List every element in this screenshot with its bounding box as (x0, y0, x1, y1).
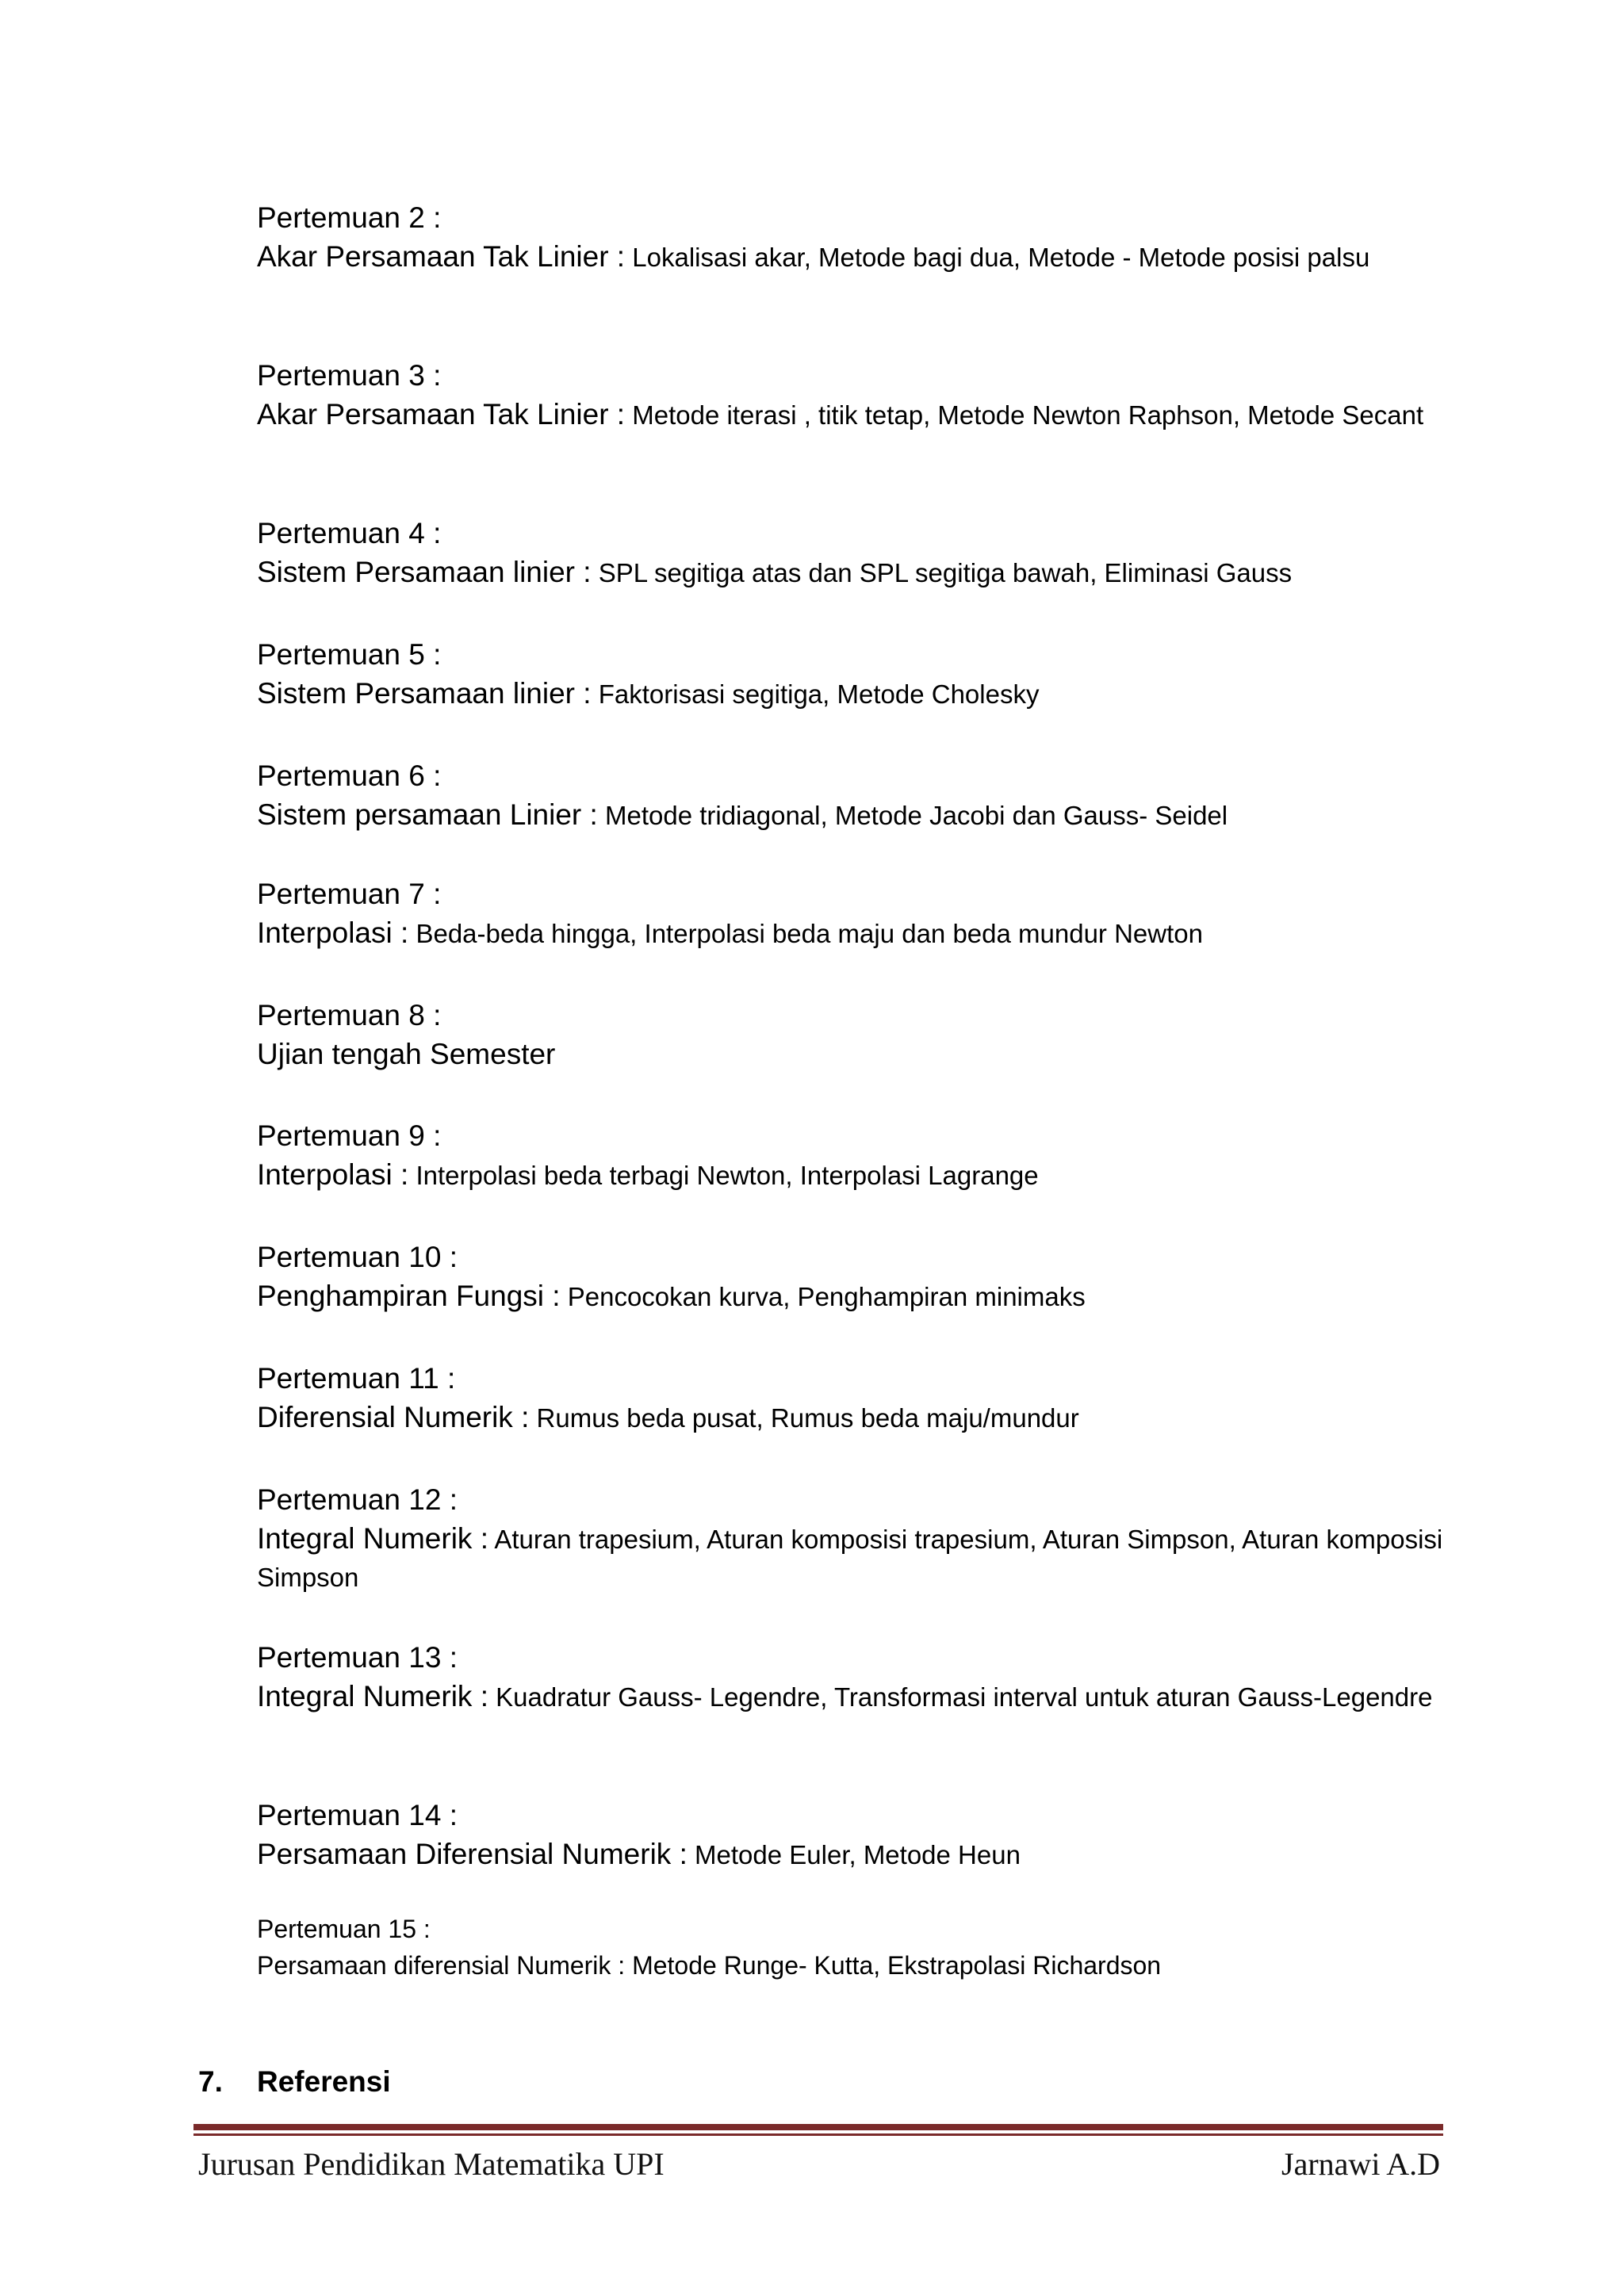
session-content (257, 1035, 1443, 1073)
session-topic: Penghampiran Fungsi : (257, 1280, 561, 1312)
session-8 (257, 996, 1443, 1073)
session-detail: Metode Euler, Metode Heun (687, 1840, 1021, 1869)
session-topic: Ujian tengah Semester (257, 1038, 556, 1070)
session-heading: Pertemuan 8 : (257, 999, 442, 1031)
session-topic: Sistem Persamaan linier : (257, 556, 592, 588)
session-heading: Pertemuan 9 : (257, 1119, 442, 1152)
session-content (257, 1678, 1443, 1716)
session-4 (257, 514, 1443, 591)
session-topic: Akar Persamaan Tak Linier : (257, 398, 626, 430)
session-content (257, 238, 1443, 276)
session-content (257, 1277, 1443, 1315)
session-detail: SPL segitiga atas dan SPL segitiga bawah, Eliminasi Gauss (591, 558, 1293, 587)
session-7 (257, 874, 1443, 952)
session-5 (257, 635, 1443, 713)
session-topic: Sistem persamaan Linier : (257, 798, 598, 831)
session-content (257, 1520, 1443, 1596)
footer-author: Jarnawi A.D (1281, 2146, 1440, 2182)
session-content (257, 796, 1443, 834)
session-3 (257, 356, 1443, 434)
session-content (257, 914, 1443, 952)
session-content (257, 553, 1443, 591)
session-topic: Interpolasi : (257, 1158, 409, 1191)
session-content (257, 675, 1443, 713)
section-heading (198, 2065, 391, 2099)
session-detail: Aturan trapesium, Aturan komposisi trapesium, Aturan Simpson, Aturan komposisi Simpson (257, 1525, 1443, 1592)
footer-divider (193, 2124, 1443, 2130)
session-11 (257, 1359, 1443, 1437)
session-topic: Integral Numerik : (257, 1522, 488, 1555)
session-detail: Beda-beda hingga, Interpolasi beda maju dan beda mundur Newton (408, 919, 1203, 948)
session-heading: Pertemuan 15 : (257, 1915, 431, 1943)
session-heading: Pertemuan 10 : (257, 1241, 458, 1273)
session-heading: Pertemuan 7 : (257, 878, 442, 910)
session-15 (257, 1911, 1443, 1984)
session-content (257, 1947, 1443, 1984)
session-6 (257, 756, 1443, 834)
session-detail: Interpolasi beda terbagi Newton, Interpolasi Lagrange (408, 1161, 1039, 1190)
session-topic: Akar Persamaan Tak Linier : (257, 240, 626, 273)
footer-department: Jurusan Pendidikan Matematika UPI (198, 2146, 665, 2182)
session-2 (257, 198, 1443, 276)
session-heading: Pertemuan 3 : (257, 359, 442, 392)
session-topic: Persamaan Diferensial Numerik : (257, 1838, 688, 1870)
session-detail: Pencocokan kurva, Penghampiran minimaks (560, 1282, 1086, 1311)
session-heading: Pertemuan 6 : (257, 760, 442, 792)
session-14 (257, 1796, 1443, 1873)
section-number: 7. (198, 2065, 223, 2098)
session-heading: Pertemuan 2 : (257, 201, 442, 234)
footer-divider-thin (193, 2133, 1443, 2136)
session-10 (257, 1238, 1443, 1315)
session-content (257, 396, 1443, 434)
session-heading: Pertemuan 11 : (257, 1362, 456, 1395)
session-topic: Sistem Persamaan linier : (257, 677, 592, 710)
session-9 (257, 1116, 1443, 1194)
session-12 (257, 1480, 1443, 1596)
session-topic: Integral Numerik : (257, 1680, 488, 1712)
session-heading: Pertemuan 4 : (257, 517, 442, 549)
section-title: Referensi (257, 2065, 391, 2098)
session-heading: Pertemuan 13 : (257, 1641, 458, 1674)
session-content (257, 1156, 1443, 1194)
session-detail: Metode tridiagonal, Metode Jacobi dan Gauss- Seidel (597, 801, 1228, 830)
session-heading: Pertemuan 14 : (257, 1799, 458, 1831)
session-topic: Interpolasi : (257, 916, 409, 949)
session-content (257, 1399, 1443, 1437)
session-topic: Diferensial Numerik : (257, 1401, 530, 1433)
session-detail: Faktorisasi segitiga, Metode Cholesky (591, 679, 1040, 709)
session-detail: Kuadratur Gauss- Legendre, Transformasi interval untuk aturan Gauss-Legendre (488, 1682, 1433, 1712)
session-topic: Persamaan diferensial Numerik : (257, 1951, 626, 1980)
session-heading: Pertemuan 12 : (257, 1483, 458, 1516)
session-13 (257, 1638, 1443, 1716)
session-detail: Lokalisasi akar, Metode bagi dua, Metode - Metode posisi palsu (625, 243, 1370, 272)
session-detail: Metode iterasi , titik tetap, Metode Newton Raphson, Metode Secant (625, 400, 1424, 430)
session-heading: Pertemuan 5 : (257, 638, 442, 671)
session-content (257, 1835, 1443, 1873)
session-detail: Metode Runge- Kutta, Ekstrapolasi Richardson (625, 1951, 1162, 1980)
session-detail: Rumus beda pusat, Rumus beda maju/mundur (529, 1403, 1079, 1433)
